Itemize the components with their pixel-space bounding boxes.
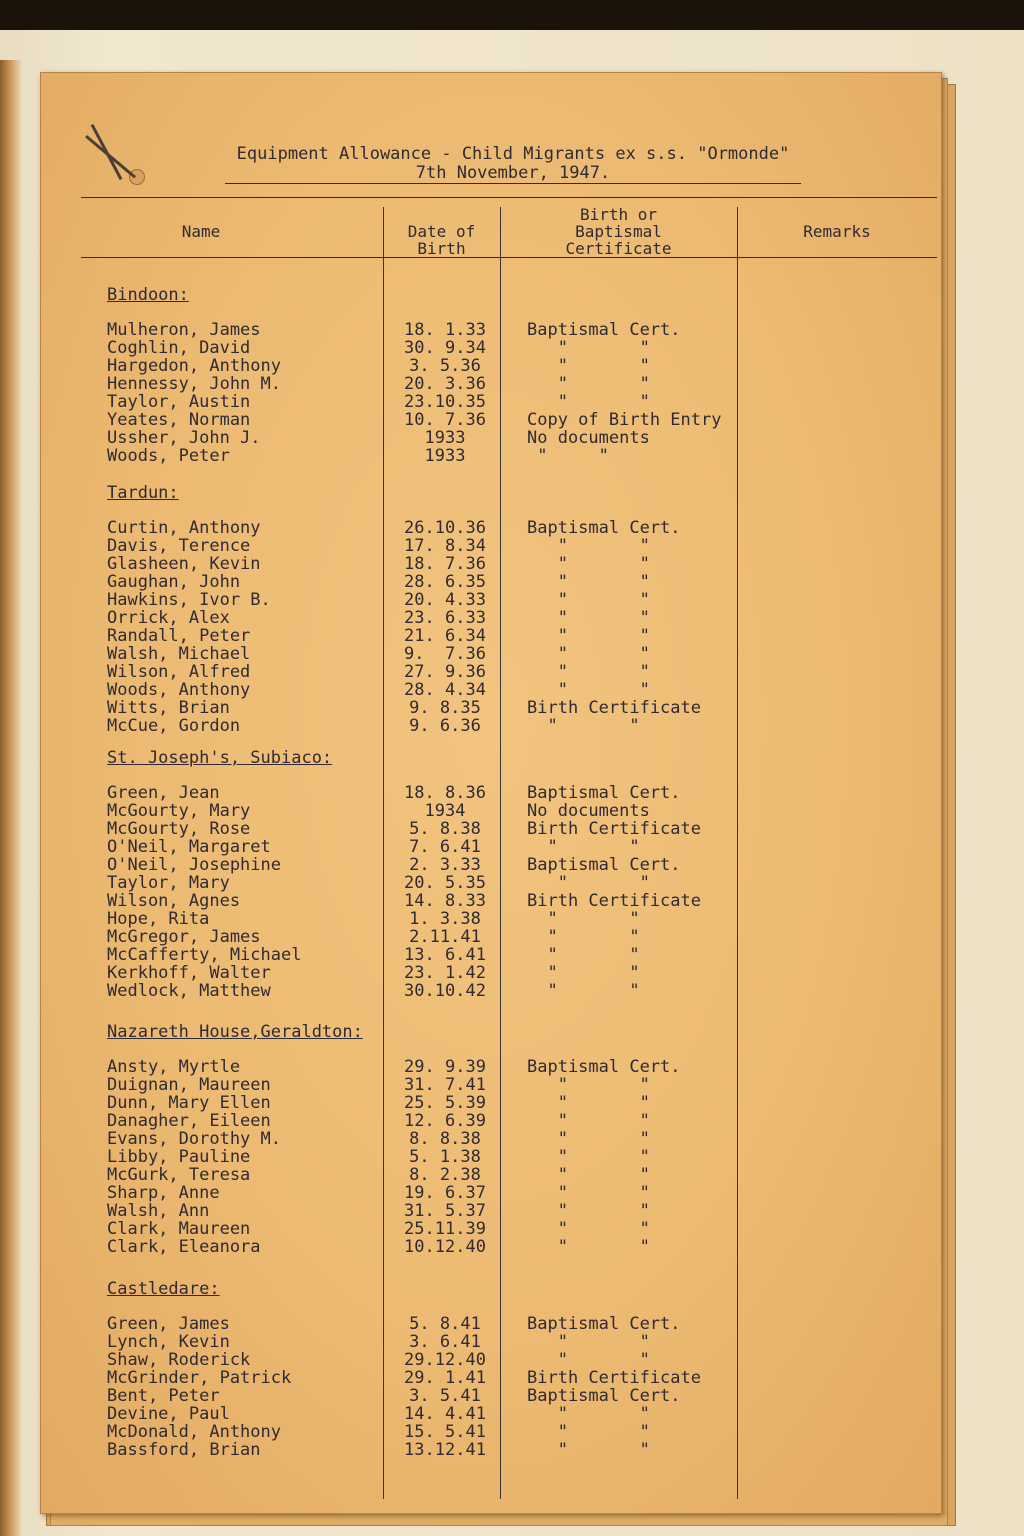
child-name: O'Neil, Margaret [107, 837, 271, 857]
child-name: Curtin, Anthony [107, 518, 261, 538]
table-row [41, 519, 941, 537]
section-heading: Nazareth House,Geraldton: [107, 1022, 363, 1042]
certificate-type: " " [527, 1332, 650, 1352]
child-name: Hope, Rita [107, 909, 210, 929]
certificate-type: Baptismal Cert. [527, 1057, 681, 1077]
table-row [41, 1405, 941, 1423]
child-name: McDonald, Anthony [107, 1422, 281, 1442]
date-of-birth: 1. 3.38 [409, 909, 481, 929]
certificate-type: " " [527, 356, 650, 376]
table-row [41, 573, 941, 591]
certificate-type: " " [527, 1183, 650, 1203]
table-row [41, 609, 941, 627]
table-row [41, 1166, 941, 1184]
child-name: Yeates, Norman [107, 410, 251, 430]
date-of-birth: 25.11.39 [404, 1219, 486, 1239]
document-title [225, 145, 801, 184]
child-name: Green, James [107, 1314, 230, 1334]
certificate-type: " " [527, 1093, 650, 1113]
certificate-type: " " [527, 1440, 650, 1460]
table-row [41, 645, 941, 663]
child-name: Mulheron, James [107, 320, 261, 340]
child-name: Dunn, Mary Ellen [107, 1093, 271, 1113]
date-of-birth: 1934 [424, 801, 466, 821]
date-of-birth: 10.12.40 [404, 1237, 486, 1257]
child-name: Orrick, Alex [107, 608, 230, 628]
column-header-name: Name [181, 222, 221, 241]
child-name: Shaw, Roderick [107, 1350, 251, 1370]
table-row [41, 1130, 941, 1148]
certificate-type: Copy of Birth Entry [527, 410, 722, 430]
certificate-type: " " [527, 554, 650, 574]
child-name: Wedlock, Matthew [107, 981, 271, 1001]
certificate-type: " " [527, 626, 650, 646]
child-name: Hawkins, Ivor B. [107, 590, 271, 610]
date-of-birth: 27. 9.36 [404, 662, 486, 682]
child-name: McCue, Gordon [107, 716, 241, 736]
date-of-birth: 14. 8.33 [404, 891, 486, 911]
date-of-birth: 14. 4.41 [404, 1404, 486, 1424]
table-row [41, 699, 941, 717]
child-name: Gaughan, John [107, 572, 241, 592]
certificate-type: " " [527, 392, 650, 412]
child-name: McGrinder, Patrick [107, 1368, 292, 1388]
child-name: Clark, Maureen [107, 1219, 251, 1239]
date-of-birth: 31. 5.37 [404, 1201, 486, 1221]
child-name: Sharp, Anne [107, 1183, 220, 1203]
date-of-birth: 2.11.41 [409, 927, 481, 947]
certificate-type: " " [527, 1111, 650, 1131]
date-of-birth: 20. 3.36 [404, 374, 486, 394]
certificate-type: " " [527, 572, 650, 592]
column-header-remarks: Remarks [803, 222, 871, 241]
column-header-dob: Date of Birth [407, 222, 476, 258]
date-of-birth: 30. 9.34 [404, 338, 486, 358]
certificate-type: " " [527, 1237, 650, 1257]
table-row [41, 1220, 941, 1238]
child-name: Walsh, Ann [107, 1201, 210, 1221]
child-name: Evans, Dorothy M. [107, 1129, 281, 1149]
certificate-type: " " [527, 662, 650, 682]
table-row [41, 1238, 941, 1256]
table-row [41, 537, 941, 555]
certificate-type: " " [527, 873, 650, 893]
table-row [41, 1333, 941, 1351]
date-of-birth: 5. 8.38 [409, 819, 481, 839]
child-name: Lynch, Kevin [107, 1332, 230, 1352]
certificate-type: " " [527, 963, 640, 983]
table-row [41, 946, 941, 964]
child-name: Hargedon, Anthony [107, 356, 281, 376]
table-row [41, 928, 941, 946]
date-of-birth: 17. 8.34 [404, 536, 486, 556]
date-of-birth: 9. 7.36 [404, 644, 486, 664]
child-name: McGourty, Rose [107, 819, 251, 839]
child-name: Clark, Eleanora [107, 1237, 261, 1257]
certificate-type: " " [527, 927, 640, 947]
certificate-type: No documents [527, 428, 650, 448]
certificate-type: " " [527, 680, 650, 700]
table-row [41, 1423, 941, 1441]
table-row [41, 681, 941, 699]
date-of-birth: 19. 6.37 [404, 1183, 486, 1203]
table-row [41, 321, 941, 339]
date-of-birth: 21. 6.34 [404, 626, 486, 646]
date-of-birth: 20. 5.35 [404, 873, 486, 893]
date-of-birth: 8. 8.38 [409, 1129, 481, 1149]
certificate-type: Birth Certificate [527, 819, 701, 839]
certificate-type: " " [527, 1404, 650, 1424]
table-row [41, 1184, 941, 1202]
table-row [41, 555, 941, 573]
table-row [41, 1058, 941, 1076]
certificate-type: " " [527, 1129, 650, 1149]
certificate-type: Birth Certificate [527, 1368, 701, 1388]
date-of-birth: 26.10.36 [404, 518, 486, 538]
section-heading: St. Joseph's, Subiaco: [107, 748, 333, 768]
table-row [41, 964, 941, 982]
certificate-type: Baptismal Cert. [527, 1386, 681, 1406]
date-of-birth: 8. 2.38 [409, 1165, 481, 1185]
section-heading: Bindoon: [107, 285, 189, 305]
child-name: Bassford, Brian [107, 1440, 261, 1460]
certificate-type: Birth Certificate [527, 698, 701, 718]
date-of-birth: 12. 6.39 [404, 1111, 486, 1131]
date-of-birth: 15. 5.41 [404, 1422, 486, 1442]
column-header-certificate: Birth or Baptismal Certificate [565, 205, 672, 258]
certificate-type: " " [527, 1147, 650, 1167]
table-row [41, 663, 941, 681]
certificate-type: " " [527, 446, 609, 466]
date-of-birth: 31. 7.41 [404, 1075, 486, 1095]
certificate-type: " " [527, 909, 640, 929]
certificate-type: " " [527, 374, 650, 394]
certificate-type: Baptismal Cert. [527, 518, 681, 538]
child-name: Wilson, Agnes [107, 891, 241, 911]
table-row [41, 892, 941, 910]
child-name: Taylor, Mary [107, 873, 230, 893]
certificate-type: " " [527, 837, 640, 857]
child-name: McGurk, Teresa [107, 1165, 251, 1185]
child-name: Coghlin, David [107, 338, 251, 358]
certificate-type: Baptismal Cert. [527, 783, 681, 803]
child-name: McCafferty, Michael [107, 945, 302, 965]
date-of-birth: 1933 [424, 428, 466, 448]
date-of-birth: 5. 1.38 [409, 1147, 481, 1167]
table-row [41, 1351, 941, 1369]
child-name: Davis, Terence [107, 536, 251, 556]
certificate-type: " " [527, 644, 650, 664]
child-name: Libby, Pauline [107, 1147, 251, 1167]
table-row [41, 784, 941, 802]
date-of-birth: 18. 8.36 [404, 783, 486, 803]
table-row [41, 1441, 941, 1459]
certificate-type: " " [527, 716, 640, 736]
table-row [41, 429, 941, 447]
table-row [41, 856, 941, 874]
table-row [41, 375, 941, 393]
child-name: Witts, Brian [107, 698, 230, 718]
date-of-birth: 28. 6.35 [404, 572, 486, 592]
child-name: Woods, Anthony [107, 680, 251, 700]
table-row [41, 1076, 941, 1094]
table-row [41, 1369, 941, 1387]
table-row [41, 447, 941, 465]
table-top-rule [81, 197, 937, 198]
treasury-tag-icon [77, 135, 136, 188]
date-of-birth: 28. 4.34 [404, 680, 486, 700]
child-name: Taylor, Austin [107, 392, 251, 412]
certificate-type: " " [527, 1201, 650, 1221]
child-name: Bent, Peter [107, 1386, 220, 1406]
section-heading: Castledare: [107, 1279, 220, 1299]
certificate-type: No documents [527, 801, 650, 821]
date-of-birth: 1933 [424, 446, 466, 466]
child-name: Duignan, Maureen [107, 1075, 271, 1095]
table-row [41, 591, 941, 609]
table-row [41, 717, 941, 735]
certificate-type: Baptismal Cert. [527, 1314, 681, 1334]
title-text: Equipment Allowance - Child Migrants ex s.s. "Ormonde" [236, 144, 790, 164]
date-of-birth: 23. 1.42 [404, 963, 486, 983]
child-name: O'Neil, Josephine [107, 855, 281, 875]
certificate-type: Baptismal Cert. [527, 320, 681, 340]
certificate-type: " " [527, 981, 640, 1001]
child-name: Wilson, Alfred [107, 662, 251, 682]
child-name: Ussher, John J. [107, 428, 261, 448]
child-name: Randall, Peter [107, 626, 251, 646]
certificate-type: " " [527, 1422, 650, 1442]
table-row [41, 910, 941, 928]
date-of-birth: 23.10.35 [404, 392, 486, 412]
date-of-birth: 3. 6.41 [409, 1332, 481, 1352]
certificate-type: " " [527, 1350, 650, 1370]
child-name: Danagher, Eileen [107, 1111, 271, 1131]
table-row [41, 820, 941, 838]
date-of-birth: 18. 1.33 [404, 320, 486, 340]
table-row [41, 1315, 941, 1333]
date-of-birth: 3. 5.41 [409, 1386, 481, 1406]
certificate-type: " " [527, 1075, 650, 1095]
child-name: Devine, Paul [107, 1404, 230, 1424]
table-row [41, 627, 941, 645]
table-row [41, 1094, 941, 1112]
date-of-birth: 10. 7.36 [404, 410, 486, 430]
table-row [41, 802, 941, 820]
date-of-birth: 29. 1.41 [404, 1368, 486, 1388]
table-row [41, 393, 941, 411]
date-of-birth: 13.12.41 [404, 1440, 486, 1460]
date-of-birth: 9. 6.36 [409, 716, 481, 736]
table-row [41, 1387, 941, 1405]
date-of-birth: 9. 8.35 [409, 698, 481, 718]
table-row [41, 411, 941, 429]
table-row [41, 1112, 941, 1130]
child-name: Kerkhoff, Walter [107, 963, 271, 983]
date-of-birth: 29. 9.39 [404, 1057, 486, 1077]
table-row [41, 982, 941, 1000]
date-of-birth: 5. 8.41 [409, 1314, 481, 1334]
child-name: Walsh, Michael [107, 644, 251, 664]
date-of-birth: 2. 3.33 [409, 855, 481, 875]
date-of-birth: 23. 6.33 [404, 608, 486, 628]
date-of-birth: 3. 5.36 [409, 356, 481, 376]
table-row [41, 874, 941, 892]
child-name: Woods, Peter [107, 446, 230, 466]
document-date: 7th November, 1947. [225, 164, 801, 184]
certificate-type: " " [527, 536, 650, 556]
certificate-type: Birth Certificate [527, 891, 701, 911]
certificate-type: " " [527, 608, 650, 628]
child-name: Ansty, Myrtle [107, 1057, 241, 1077]
certificate-type: " " [527, 590, 650, 610]
table-header-rule [81, 257, 937, 258]
date-of-birth: 29.12.40 [404, 1350, 486, 1370]
table-row [41, 838, 941, 856]
child-name: Glasheen, Kevin [107, 554, 261, 574]
date-of-birth: 20. 4.33 [404, 590, 486, 610]
table-row [41, 1202, 941, 1220]
child-name: McGregor, James [107, 927, 261, 947]
certificate-type: " " [527, 1219, 650, 1239]
table-row [41, 1148, 941, 1166]
section-heading: Tardun: [107, 483, 179, 503]
certificate-type: " " [527, 945, 640, 965]
child-name: Hennessy, John M. [107, 374, 281, 394]
certificate-type: Baptismal Cert. [527, 855, 681, 875]
child-name: Green, Jean [107, 783, 220, 803]
child-name: McGourty, Mary [107, 801, 251, 821]
date-of-birth: 25. 5.39 [404, 1093, 486, 1113]
date-of-birth: 30.10.42 [404, 981, 486, 1001]
document-page [40, 72, 942, 1514]
date-of-birth: 7. 6.41 [409, 837, 481, 857]
table-row [41, 357, 941, 375]
table-row [41, 339, 941, 357]
certificate-type: " " [527, 1165, 650, 1185]
date-of-birth: 13. 6.41 [404, 945, 486, 965]
date-of-birth: 18. 7.36 [404, 554, 486, 574]
certificate-type: " " [527, 338, 650, 358]
binder-edge [0, 60, 22, 1536]
